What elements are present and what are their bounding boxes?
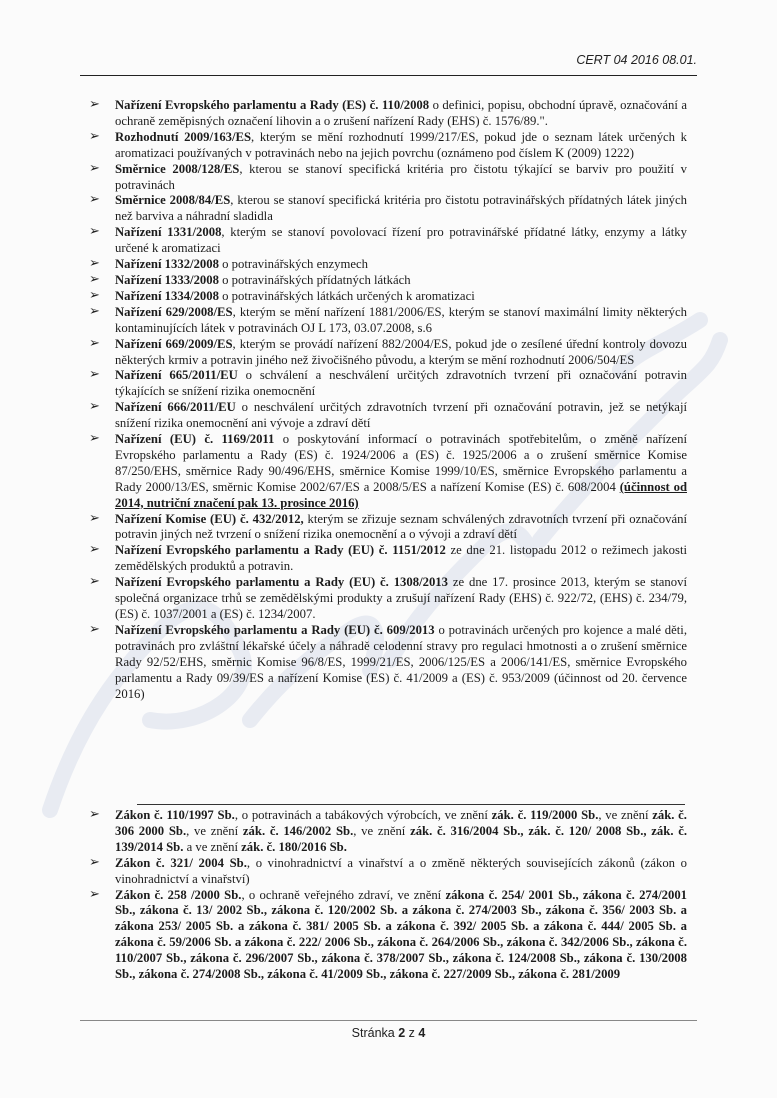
law-list <box>89 807 688 983</box>
list-item: ➢ Zákon č. 258 /2000 Sb., o ochraně veřejného zdraví, ve znění zákona č. 254/ 2001 Sb., zákona č. 274/2001 Sb., zákona č. 13/ 2002 Sb., zákona č. 120/2002 Sb. a zákona č. 274/2003 Sb., zákona č. 356/ 2003 Sb. a zákona 253/ 2005 Sb. a zákona č. 381/ 2005 Sb. a zákona č. 392/ 2005 Sb. a zákona č. 444/ 2005 Sb. a zákona č. 59/2006 Sb. a zákona č. 222/ 2006 Sb., zákona č. 264/2006 Sb., zákona č. 342/2006 Sb., zákona č. 110/2007 Sb., zákona č. 296/2007 Sb., zákona č. 378/2007 Sb., zákona č. 124/2008 Sb., zákona č. 130/2008 Sb., zákona č. 274/2008 Sb., zákona č. 41/2009 Sb., zákona č. 227/2009 Sb., zákona č. 281/2009 <box>89 886 688 982</box>
arrow-bullet-icon: ➢ <box>89 128 100 144</box>
list-item: ➢ Nařízení 1333/2008 o potravinářských přídatných látkách <box>89 271 411 287</box>
arrow-bullet-icon: ➢ <box>89 367 100 383</box>
list-item: ➢ Nařízení Evropského parlamentu a Rady (ES) č. 110/2008 o definici, popisu, obchodní úpravě, označování a ochraně zeměpisných označení lihovin a o zrušení nařízení Rady (EHS) č. 1576/89.". <box>89 97 687 128</box>
arrow-bullet-icon: ➢ <box>89 160 100 176</box>
list-item: ➢ Nařízení 665/2011/EU o schválení a neschválení určitých zdravotních tvrzení při označování potravin týkajících se snížení rizika onemocnění <box>89 367 688 399</box>
page-number: 2 <box>398 1026 406 1040</box>
list-item: ➢ Zákon č. 110/1997 Sb., o potravinách a tabákových výrobcích, ve znění zák. č. 119/2000 Sb., ve znění zák. č. 306 2000 Sb., ve znění zák. č. 146/2002 Sb., ve znění zák. č. 316/2004 Sb., zák. č. 120/ 2008 Sb., zák. č. 139/2014 Sb. a ve znění zák. č. 180/2016 Sb. <box>89 807 688 854</box>
list-item: ➢ Nařízení 1332/2008 o potravinářských enzymech <box>89 256 368 272</box>
page-label: Stránka <box>351 1026 395 1040</box>
list-item: ➢ Nařízení Evropského parlamentu a Rady (EU) č. 609/2013 o potravinách určených pro kojence a malé děti, potravinách pro zvláštní lékařské účely a náhradě celodenní stravy pro regulaci hmotnosti a o zrušení směrnice Rady 92/52/EHS, směrnic Komise 96/8/ES, 1999/21/ES, 2006/125/ES a 2006/141/ES, směrnice Evropského parlamentu a Rady 09/39/ES a nařízení Komise (ES) č. 41/2009 a (ES) č. 953/2009 (účinnost od 20. července 2016) <box>89 621 687 701</box>
arrow-bullet-icon: ➢ <box>89 335 100 351</box>
arrow-bullet-icon: ➢ <box>89 97 100 112</box>
page-header <box>80 53 697 76</box>
document-code: CERT 04 2016 08.01. <box>576 53 697 67</box>
list-item: ➢ Nařízení 666/2011/EU o neschválení určitých zdravotních tvrzení při označování potravin, jež se netýkají snížení rizika onemocnění ani vývoje a zdraví dětí <box>89 399 687 431</box>
arrow-bullet-icon: ➢ <box>89 431 100 447</box>
arrow-bullet-icon: ➢ <box>89 399 100 415</box>
list-item: ➢ Zákon č. 321/ 2004 Sb., o vinohradnictví a vinařství a o změně některých souvisejících zákonů (zákon o vinohradnictví a vinařství) <box>89 854 688 886</box>
arrow-bullet-icon: ➢ <box>89 287 100 303</box>
list-item: ➢ Nařízení Evropského parlamentu a Rady (EU) č. 1151/2012 ze dne 21. listopadu 2012 o režimech jakosti zemědělských produktů a potravin. <box>89 542 688 574</box>
list-item: ➢ Nařízení 1331/2008, kterým se stanoví povolovací řízení pro potravinářské přídatné látky, enzymy a látky určené k aromatizaci <box>89 224 687 256</box>
arrow-bullet-icon: ➢ <box>89 224 100 240</box>
arrow-bullet-icon: ➢ <box>89 886 100 902</box>
page-footer <box>0 1026 777 1040</box>
arrow-bullet-icon: ➢ <box>89 271 100 287</box>
arrow-bullet-icon: ➢ <box>89 574 100 590</box>
arrow-bullet-icon: ➢ <box>89 807 100 822</box>
list-item: ➢ Rozhodnutí 2009/163/ES, kterým se mění rozhodnutí 1999/217/ES, pokud jde o seznam látek určených k aromatizaci používaných v potravinách nebo na jejich povrchu (oznámeno pod číslem K (2009) 1222) <box>89 128 687 160</box>
arrow-bullet-icon: ➢ <box>89 303 100 319</box>
list-item: ➢ Nařízení 1334/2008 o potravinářských látkách určených k aromatizaci <box>89 287 475 303</box>
arrow-bullet-icon: ➢ <box>89 256 100 272</box>
list-item: ➢ Nařízení Komise (EU) č. 432/2012, kterým se zřizuje seznam schválených zdravotních tvrzení při označování potravin jiných než tvrzení o snížení rizika onemocnění a o vývoji a zdraví dětí <box>89 510 687 542</box>
arrow-bullet-icon: ➢ <box>89 192 100 208</box>
arrow-bullet-icon: ➢ <box>89 510 100 526</box>
list-item: ➢ Směrnice 2008/128/ES, kterou se stanoví specifická kritéria pro čistotu týkající se barviv pro použití v potravinách <box>89 160 687 192</box>
list-item: ➢ Nařízení 629/2008/ES, kterým se mění nařízení 1881/2006/ES, kterým se stanoví maximální limity některých kontaminujících látek v potravinách OJ L 173, 03.07.2008, s.6 <box>89 303 687 335</box>
page-total: 4 <box>418 1026 426 1040</box>
regulation-list <box>89 97 688 702</box>
list-item: ➢ Směrnice 2008/84/ES, kterou se stanoví specifická kritéria pro čistotu potravinářských přídatných látek jiných než barviva a náhradní sladidla <box>89 192 688 224</box>
section-divider <box>137 804 685 805</box>
arrow-bullet-icon: ➢ <box>89 542 100 558</box>
footer-divider <box>80 1020 697 1021</box>
list-item: ➢ Nařízení Evropského parlamentu a Rady (EU) č. 1308/2013 ze dne 17. prosince 2013, kterým se stanoví společná organizace trhů se zemědělskými produkty a zrušují nařízení Rady (EHS) č. 922/72, (EHS) č. 234/79, (ES) č. 1037/2001 a (ES) č. 1234/2007. <box>89 574 687 621</box>
list-item: ➢ Nařízení (EU) č. 1169/2011 o poskytování informací o potravinách spotřebitelům, o změně nařízení Evropského parlamentu a Rady (ES) č. 1924/2006 a (ES) č. 1925/2006 a o zrušení směrnice Komise 87/250/EHS, směrnice Rady 90/496/EHS, směrnice Komise 1999/10/ES, směrnice Evropského parlamentu a Rady 2000/13/ES, směrnic Komise 2002/67/ES a 2008/5/ES a nařízení Komise (ES) č. 608/2004 (účinnost od 2014, nutriční značení pak 13. prosince 2016) <box>89 431 687 510</box>
page-of-label: z <box>408 1026 415 1040</box>
arrow-bullet-icon: ➢ <box>89 621 100 637</box>
list-item: ➢ Nařízení 669/2009/ES, kterým se provádí nařízení 882/2004/ES, pokud jde o zesílené úřední kontroly dovozu některých krmiv a potravin jiného než živočišného původu, a kterým se mění rozhodnutí 2006/504/ES <box>89 335 687 367</box>
arrow-bullet-icon: ➢ <box>89 854 100 870</box>
